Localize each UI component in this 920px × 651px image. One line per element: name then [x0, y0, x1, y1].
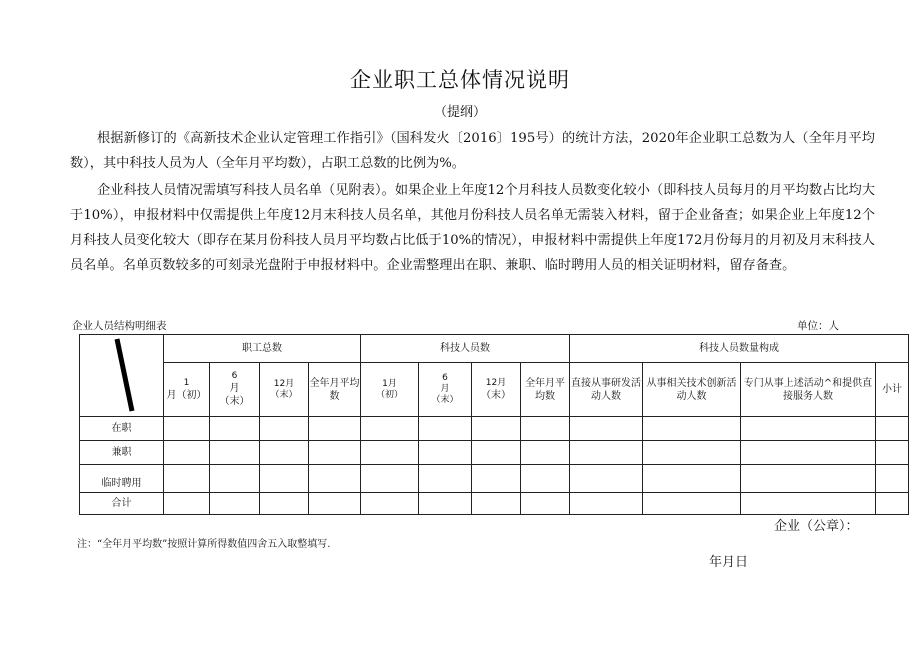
table-cell[interactable] [741, 417, 876, 441]
table-cell[interactable] [361, 493, 419, 515]
corner-diagonal-line [80, 335, 164, 417]
header-staff-month12 [260, 363, 309, 417]
header-tech-month1 [361, 363, 419, 417]
table-cell[interactable] [361, 465, 419, 493]
header-staff-month12-bottom: （末） [270, 389, 298, 400]
table-cell[interactable] [260, 465, 309, 493]
row-label-total: 合计 [80, 493, 164, 515]
table-cell[interactable] [419, 417, 472, 441]
table-cell[interactable] [741, 493, 876, 515]
table-cell[interactable] [260, 493, 309, 515]
header-tech-month1-bottom: （初） [375, 389, 403, 400]
table-cell[interactable] [419, 493, 472, 515]
document-title: 企业职工总体情况说明 [350, 68, 570, 92]
header-tech-month6-top: 6 [442, 373, 448, 383]
header-tech-month12 [472, 363, 521, 417]
table-cell[interactable] [521, 417, 570, 441]
table-cell[interactable] [210, 493, 260, 515]
table-cell[interactable] [643, 493, 741, 515]
table-group-header-row [80, 335, 909, 363]
header-staff-total: 职工总数 [164, 335, 361, 363]
table-row [80, 441, 909, 465]
table-cell[interactable] [643, 465, 741, 493]
table-cell[interactable] [876, 417, 909, 441]
table-cell[interactable] [309, 493, 361, 515]
table-cell[interactable] [309, 417, 361, 441]
header-staff-month6-top: 6 [231, 371, 238, 381]
table-cell[interactable] [309, 441, 361, 465]
table-cell[interactable] [260, 417, 309, 441]
table-cell[interactable] [570, 465, 643, 493]
table-cell[interactable] [876, 441, 909, 465]
table-caption: 企业人员结构明细表 [72, 320, 167, 332]
table-cell[interactable] [164, 417, 210, 441]
table-cell[interactable] [361, 441, 419, 465]
table-cell[interactable] [419, 465, 472, 493]
table-cell[interactable] [521, 441, 570, 465]
paragraph-tech-staff-requirements: 企业科技人员情况需填写科技人员名单（见附表）。如果企业上年度12个月科技人员数变化较小（即科技人员每月的月平均数占比均大于10%），申报材料中仅需提供上年度12月末科技人员名单，其他月份科技人员名单无需装入材料，留于企业备查；如果企业上年度12个月科技人员变化较大（即存在某月份科技人员月平均数占比低于10%的情况），申报材料中需提供上年度172月份每月的月初及月末科技人员名单。名单页数较多的可刻录光盘附于申报材料中。企业需整理出在职、兼职、临时聘用人员的相关证明材料，留存备查。 [70, 183, 875, 273]
table-cell[interactable] [521, 465, 570, 493]
header-tech-month12-bottom: （末） [481, 389, 511, 401]
table-cell[interactable] [210, 441, 260, 465]
row-label-temporary: 临时聘用 [80, 465, 164, 493]
table-row [80, 465, 909, 493]
header-staff-month1-bottom: 月（初） [166, 389, 207, 401]
table-cell[interactable] [260, 441, 309, 465]
header-tech-month6 [419, 363, 472, 417]
staff-structure-table [79, 334, 909, 515]
table-cell[interactable] [643, 417, 741, 441]
table-cell[interactable] [164, 465, 210, 493]
table-row [80, 493, 909, 515]
table-cell[interactable] [309, 465, 361, 493]
header-staff-month1-top: 1 [183, 377, 190, 388]
table-note: 注：“全年月平均数”按照计算所得数值四舍五入取整填写. [77, 539, 331, 550]
table-sub-header-row [80, 363, 909, 417]
table-cell[interactable] [164, 493, 210, 515]
header-tech-staff: 科技人员数 [361, 335, 570, 363]
header-staff-month6-mid: 月 [229, 383, 240, 394]
table-cell[interactable] [210, 465, 260, 493]
table-cell[interactable] [472, 441, 521, 465]
row-label-part-time: 兼职 [80, 441, 164, 465]
header-direct-rd: 直接从事研发活动人数 [570, 363, 643, 417]
header-tech-annual-avg: 全年月平均数 [521, 363, 570, 417]
table-row [80, 417, 909, 441]
table-cell[interactable] [570, 417, 643, 441]
header-staff-month6 [210, 363, 260, 417]
header-staff-month1 [164, 363, 210, 417]
date-label: 年月日 [709, 555, 749, 570]
header-tech-innovation: 从事相关技术创新活动人数 [643, 363, 741, 417]
table-unit: 单位：人 [797, 320, 839, 332]
table-cell[interactable] [741, 465, 876, 493]
header-staff-annual-avg: 全年月平均数 [309, 363, 361, 417]
header-staff-month6-bottom: （末） [219, 396, 250, 407]
table-cell[interactable] [419, 441, 472, 465]
table-cell[interactable] [472, 465, 521, 493]
paragraph-statistics: 根据新修订的《高新技术企业认定管理工作指引》（国科发火〔2016〕195号）的统计方法，2020年企业职工总数为人（全年月平均数），其中科技人员为人（全年月平均数），占职工总数的比例为%。 [70, 131, 875, 171]
header-tech-month1-top: 1月 [382, 378, 397, 389]
row-label-full-time: 在职 [80, 417, 164, 441]
header-tech-month6-bottom: （末） [431, 395, 459, 405]
table-cell[interactable] [472, 493, 521, 515]
header-subtotal: 小计 [876, 363, 909, 417]
table-cell[interactable] [741, 441, 876, 465]
table-cell[interactable] [876, 465, 909, 493]
header-tech-month6-mid: 月 [440, 384, 450, 394]
table-corner-cell [80, 335, 164, 417]
header-direct-service: 专门从事上述活动^和提供直接服务人数 [741, 363, 876, 417]
table-cell[interactable] [361, 417, 419, 441]
table-cell[interactable] [876, 493, 909, 515]
table-cell[interactable] [643, 441, 741, 465]
header-tech-month12-top: 12月 [485, 377, 507, 388]
company-seal-label: 企业（公章）： [774, 519, 859, 534]
header-staff-month12-top: 12月 [273, 378, 295, 389]
table-cell[interactable] [164, 441, 210, 465]
table-cell[interactable] [521, 493, 570, 515]
table-cell[interactable] [570, 493, 643, 515]
header-tech-structure: 科技人员数量构成 [570, 335, 909, 363]
document-subtitle: （提纲） [433, 105, 486, 120]
table-cell[interactable] [210, 417, 260, 441]
table-cell[interactable] [570, 441, 643, 465]
table-cell[interactable] [472, 417, 521, 441]
